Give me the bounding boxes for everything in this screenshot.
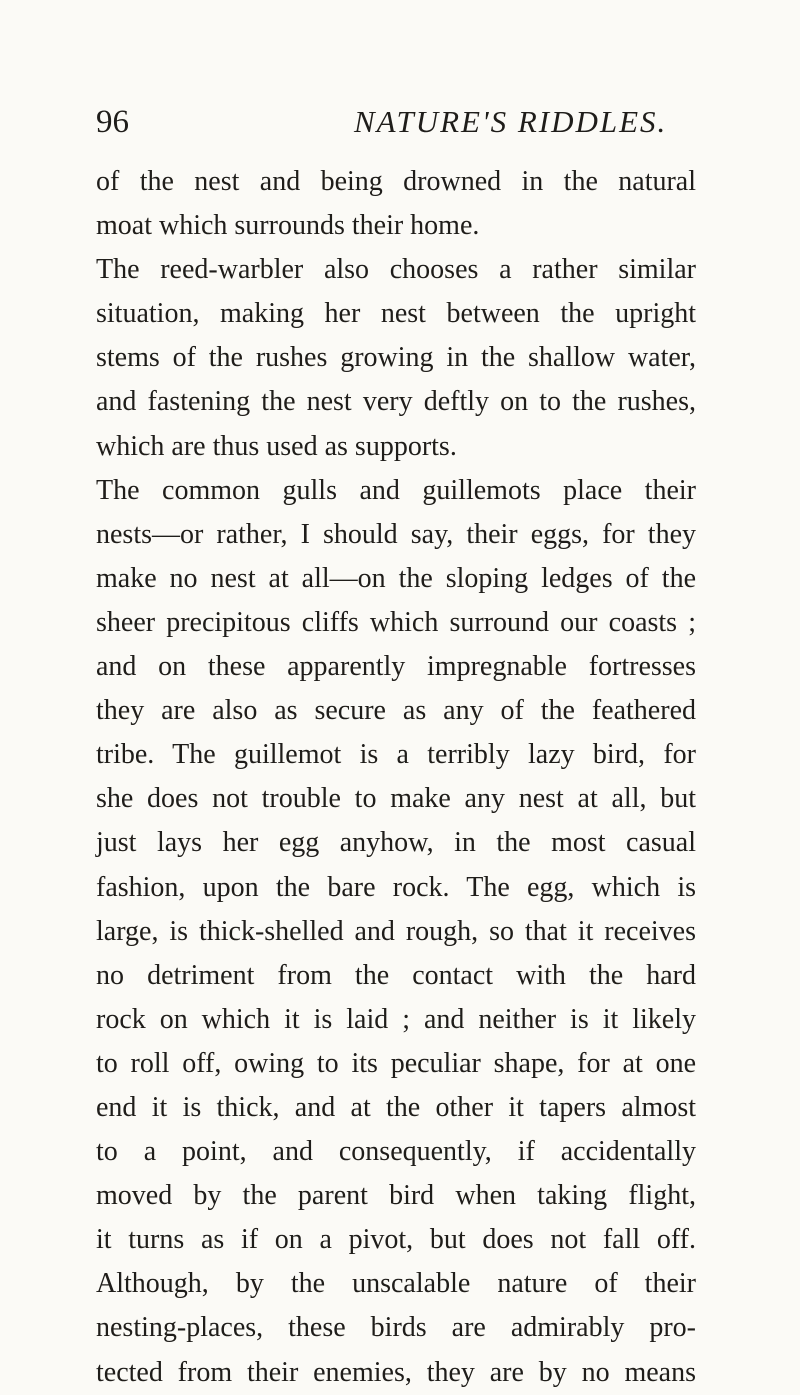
text-line: no detriment from the contact with the hard bbox=[96, 959, 696, 991]
text-line: to roll off, owing to its peculiar shape, for at one bbox=[96, 1047, 696, 1079]
text-line: just lays her egg anyhow, in the most casual bbox=[96, 827, 696, 859]
body-text bbox=[96, 160, 696, 1395]
text-line: stems of the rushes growing in the shallow water, bbox=[96, 342, 696, 374]
text-line: make no nest at all—on the sloping ledges of the bbox=[96, 562, 696, 594]
text-line: fashion, upon the bare rock. The egg, which is bbox=[96, 871, 696, 903]
running-head bbox=[96, 102, 696, 142]
text-line: moved by the parent bird when taking flight, bbox=[96, 1180, 696, 1212]
text-line: sheer precipitous cliffs which surround our coasts ; bbox=[96, 606, 696, 638]
text-line: nests—or rather, I should say, their eggs, for they bbox=[96, 518, 696, 550]
text-line: it turns as if on a pivot, but does not fall off. bbox=[96, 1224, 696, 1256]
text-line: end it is thick, and at the other it tapers almost bbox=[96, 1091, 696, 1123]
running-title: NATURE'S RIDDLES. bbox=[354, 104, 668, 139]
text-line: she does not trouble to make any nest at all, but bbox=[96, 783, 696, 815]
text-line: The reed-warbler also chooses a rather similar bbox=[96, 254, 696, 286]
text-line: rock on which it is laid ; and neither is it likely bbox=[96, 1003, 696, 1035]
text-line: large, is thick-shelled and rough, so that it receives bbox=[96, 915, 696, 947]
text-line: to a point, and consequently, if accidentally bbox=[96, 1136, 696, 1168]
text-line: situation, making her nest between the upright bbox=[96, 298, 696, 330]
text-line: which are thus used as supports. bbox=[96, 430, 457, 462]
text-line: tected from their enemies, they are by no means bbox=[96, 1356, 696, 1388]
text-line: The common gulls and guillemots place their bbox=[96, 474, 696, 506]
text-line: and on these apparently impregnable fortresses bbox=[96, 651, 696, 683]
text-line: moat which surrounds their home. bbox=[96, 210, 480, 242]
page-number: 96 bbox=[96, 104, 129, 140]
text-line: Although, by the unscalable nature of their bbox=[96, 1268, 696, 1300]
text-line: tribe. The guillemot is a terribly lazy bird, for bbox=[96, 739, 696, 771]
text-line: of the nest and being drowned in the natural bbox=[96, 166, 696, 197]
text-line: and fastening the nest very deftly on to the rushes, bbox=[96, 386, 696, 418]
text-line: nesting-places, these birds are admirably pro- bbox=[96, 1312, 696, 1344]
text-line: they are also as secure as any of the feathered bbox=[96, 695, 696, 727]
